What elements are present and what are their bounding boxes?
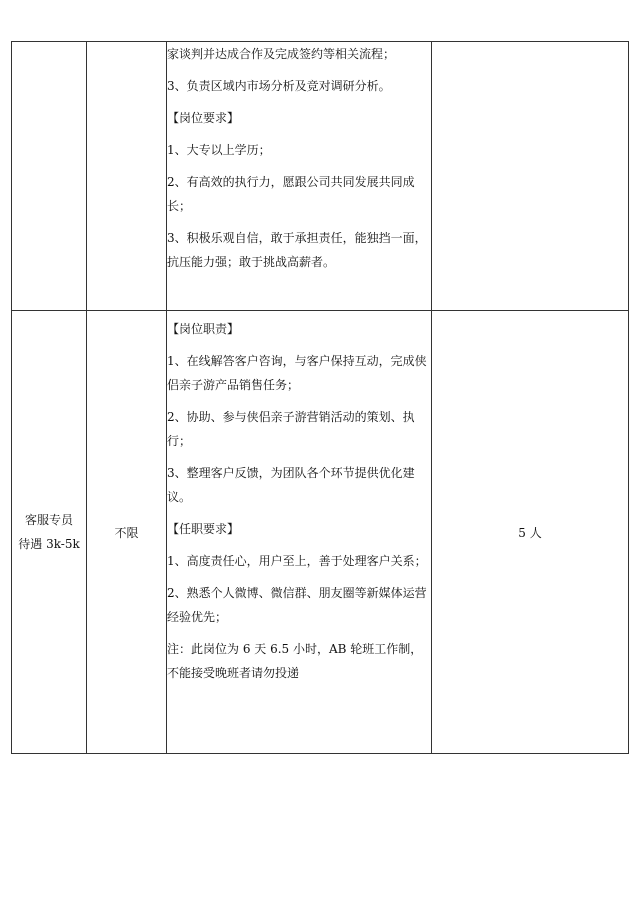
headcount-cell	[432, 311, 629, 754]
note-line: 注：此岗位为 6 天 6.5 小时，AB 轮班工作制，不能接受晚班者请勿投递	[167, 642, 423, 680]
position-name: 客服专员	[24, 513, 73, 527]
requirement-cell	[87, 311, 167, 754]
headcount-cell	[432, 42, 629, 311]
description-cell	[167, 42, 432, 311]
desc-line: 1、高度责任心，用户至上，善于处理客户关系；	[167, 554, 427, 568]
table-row	[12, 42, 629, 311]
description-cell	[167, 311, 432, 754]
section-heading: 【任职要求】	[167, 522, 240, 536]
desc-line: 3、积极乐观自信，敢于承担责任，能独挡一面，抗压能力强；敢于挑战高薪者。	[167, 231, 427, 269]
desc-line: 2、熟悉个人微博、微信群、朋友圈等新媒体运营经验优先；	[167, 586, 427, 624]
table-row	[12, 311, 629, 754]
desc-line: 家谈判并达成合作及完成签约等相关流程；	[167, 47, 396, 61]
section-heading: 【岗位职责】	[167, 322, 240, 336]
headcount-text: 5 人	[518, 525, 542, 540]
job-table	[11, 41, 629, 754]
desc-line: 2、协助、参与侠侣亲子游营销活动的策划、执行；	[167, 410, 415, 448]
requirement-cell	[87, 42, 167, 311]
desc-line: 1、在线解答客户咨询，与客户保持互动，完成侠侣亲子游产品销售任务；	[167, 354, 427, 392]
requirement-text: 不限	[114, 525, 139, 540]
desc-line: 1、大专以上学历；	[167, 143, 271, 157]
salary-text: 待遇 3k-5k	[18, 537, 80, 551]
section-heading: 【岗位要求】	[167, 111, 240, 125]
desc-line: 3、负责区域内市场分析及竞对调研分析。	[167, 79, 391, 93]
position-cell	[12, 311, 87, 754]
position-cell	[12, 42, 87, 311]
desc-line: 3、整理客户反馈，为团队各个环节提供优化建议。	[167, 466, 415, 504]
desc-line: 2、有高效的执行力，愿跟公司共同发展共同成长；	[167, 175, 415, 213]
